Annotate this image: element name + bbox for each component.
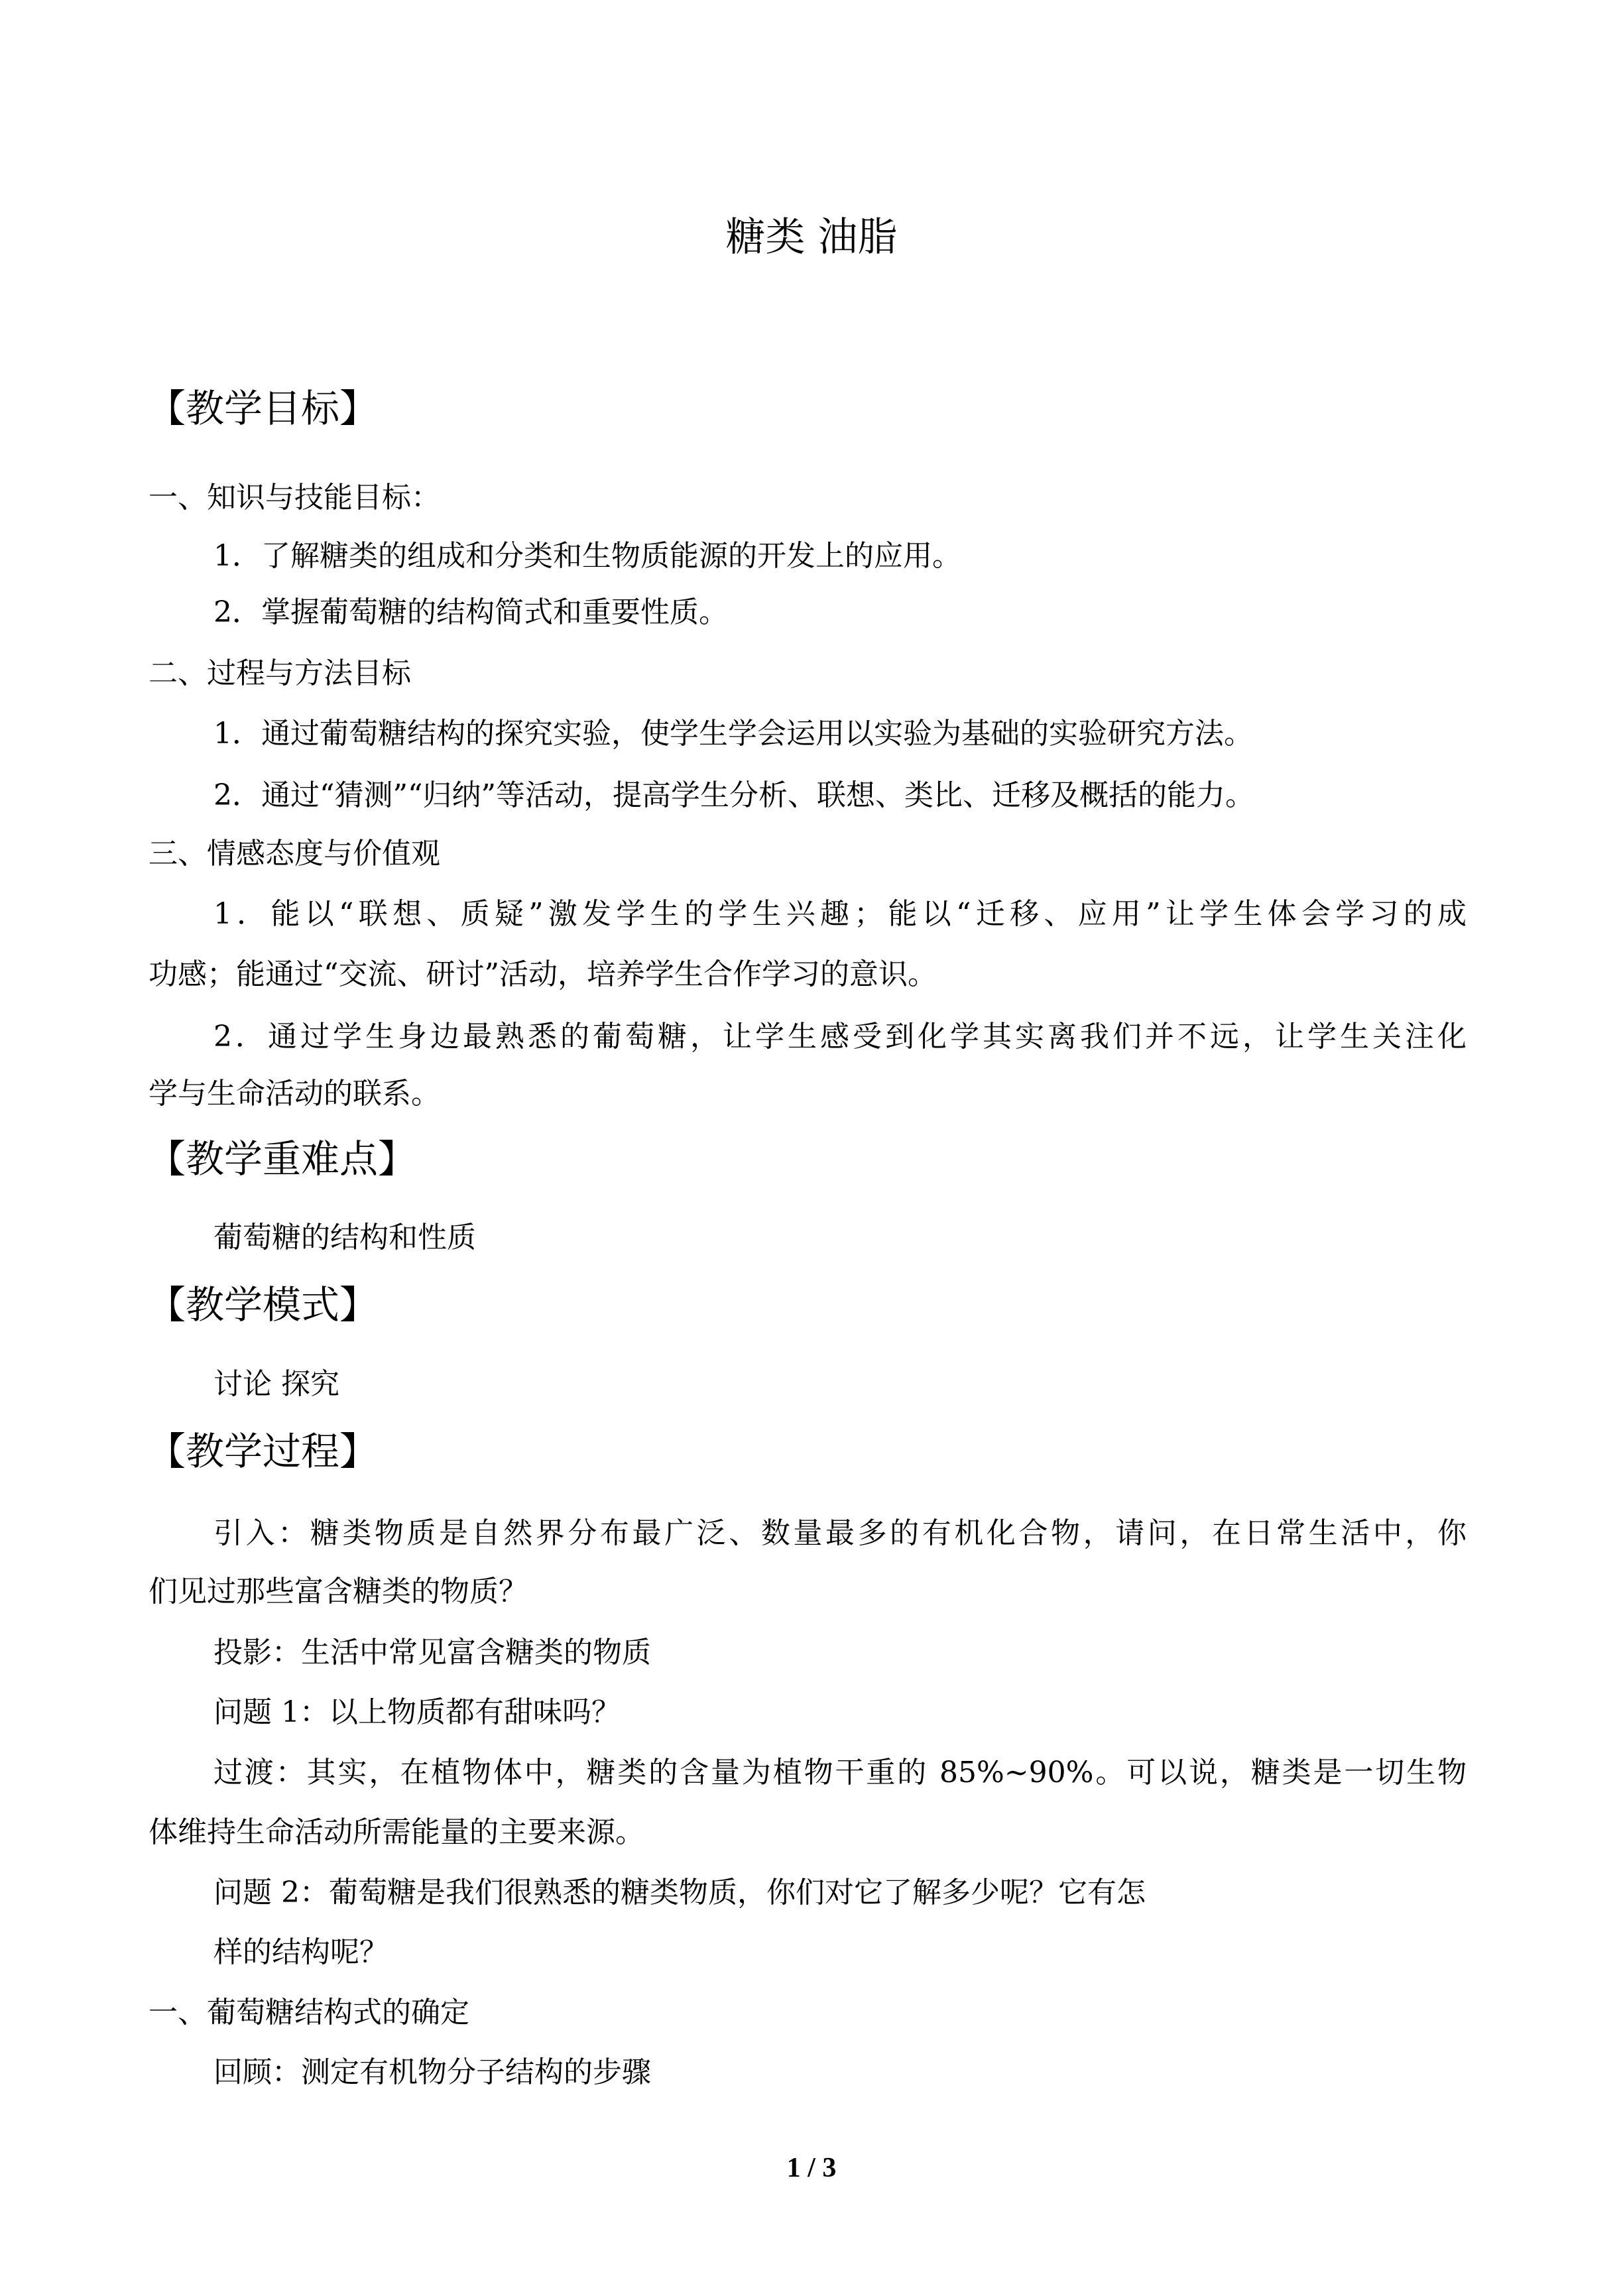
objectives-heading: 【教学目标】 [147, 386, 379, 431]
question-2-line-1: 问题 2：葡萄糖是我们很熟悉的糖类物质，你们对它了解多少呢？它有怎 [213, 1876, 1146, 1909]
key-points-heading: 【教学重难点】 [147, 1136, 417, 1181]
teaching-process-heading: 【教学过程】 [147, 1429, 379, 1474]
page-number: 1 / 3 [786, 2153, 837, 2183]
question-2-line-2: 样的结构呢？ [213, 1935, 389, 1969]
transition-line-1: 过渡：其实，在植物体中，糖类的含量为植物干重的 85%~90%。可以说，糖类是一切生物 [213, 1756, 1467, 1789]
intro-line-2: 们见过那些富含糖类的物质？ [149, 1575, 528, 1608]
knowledge-item-1: 1．了解糖类的组成和分类和生物质能源的开发上的应用。 [213, 539, 961, 573]
intro-line-1: 引入：糖类物质是自然界分布最广泛、数量最多的有机化合物，请问，在日常生活中，你 [213, 1516, 1467, 1550]
process-item-1: 1．通过葡萄糖结构的探究实验，使学生学会运用以实验为基础的实验研究方法。 [213, 717, 1253, 751]
knowledge-skill-title: 一、知识与技能目标： [149, 481, 440, 514]
emotion-item-2-line-2: 学与生命活动的联系。 [149, 1077, 440, 1111]
emotion-values-title: 三、情感态度与价值观 [149, 837, 440, 871]
teaching-mode-heading: 【教学模式】 [147, 1282, 379, 1327]
document-title: 糖类 油脂 [725, 214, 898, 261]
question-1: 问题 1：以上物质都有甜味吗？ [213, 1695, 621, 1729]
projection-text: 投影：生活中常见富含糖类的物质 [213, 1636, 651, 1669]
review-text: 回顾：测定有机物分子结构的步骤 [213, 2055, 651, 2089]
process-method-title: 二、过程与方法目标 [149, 656, 411, 690]
key-points-text: 葡萄糖的结构和性质 [213, 1221, 476, 1254]
emotion-item-1-line-2: 功感；能通过“交流、研讨”活动，培养学生合作学习的意识。 [149, 957, 937, 991]
section-glucose-structure-title: 一、葡萄糖结构式的确定 [149, 1996, 469, 2029]
knowledge-item-2: 2．掌握葡萄糖的结构简式和重要性质。 [213, 595, 728, 629]
transition-line-2: 体维持生命活动所需能量的主要来源。 [149, 1815, 644, 1849]
teaching-mode-text: 讨论 探究 [213, 1367, 339, 1401]
process-item-2: 2．通过“猜测”“归纳”等活动，提高学生分析、联想、类比、迁移及概括的能力。 [213, 778, 1254, 812]
emotion-item-1-line-1: 1．能以“联想、质疑”激发学生的学生兴趣；能以“迁移、应用”让学生体会学习的成 [213, 897, 1467, 931]
emotion-item-2-line-1: 2．通过学生身边最熟悉的葡萄糖，让学生感受到化学其实离我们并不远，让学生关注化 [213, 1020, 1467, 1054]
